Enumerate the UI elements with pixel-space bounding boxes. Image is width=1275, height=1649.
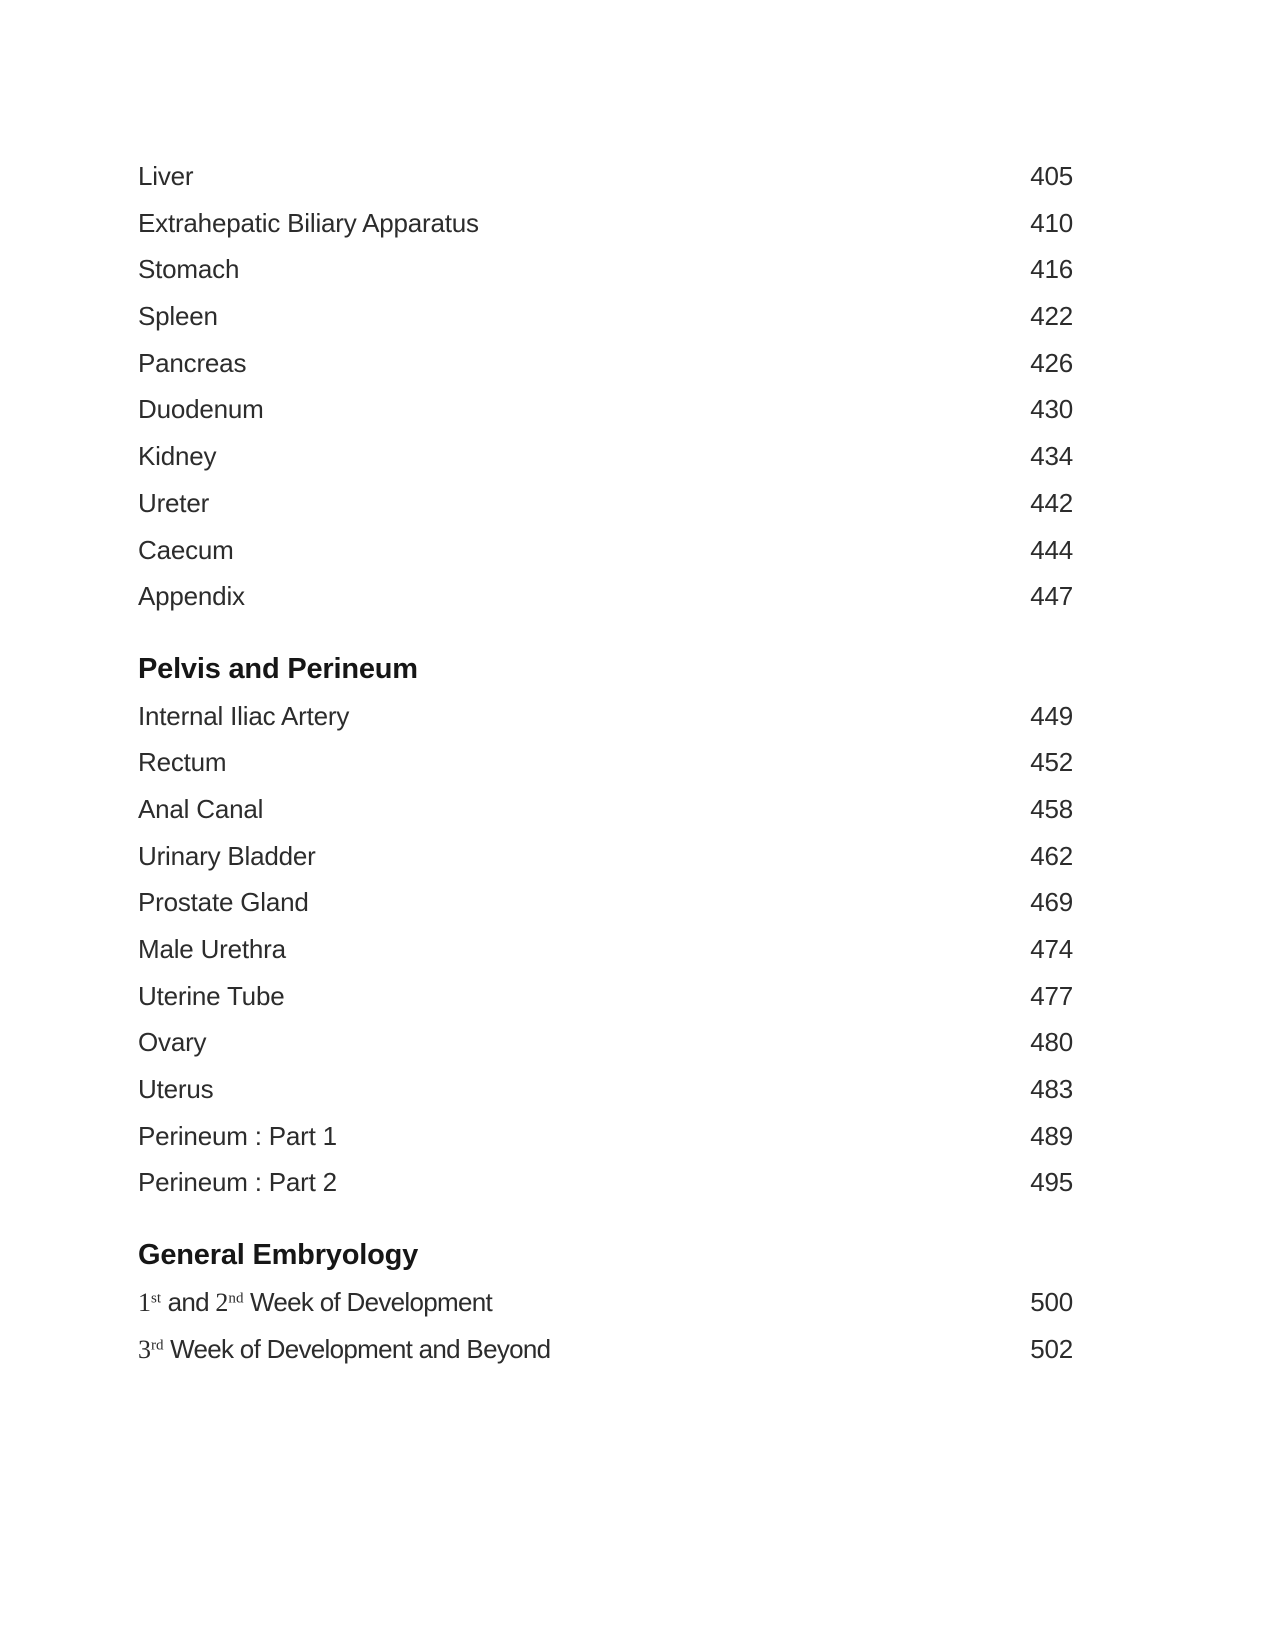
toc-entry <box>138 386 1073 433</box>
toc-entry-page-number: 500 <box>1030 1286 1073 1317</box>
toc-entry <box>138 1066 1073 1113</box>
toc-entry <box>138 340 1073 387</box>
toc-entry-page-number: 426 <box>1030 347 1073 378</box>
toc-entry <box>138 200 1073 247</box>
toc-entry-page-number: 449 <box>1030 700 1073 731</box>
toc-entry-page-number: 430 <box>1030 394 1073 425</box>
toc-entry <box>138 1279 1073 1326</box>
toc-entry-title: Rectum <box>138 747 227 778</box>
toc-entry-title: Spleen <box>138 301 218 332</box>
toc-entry-page-number: 458 <box>1030 793 1073 824</box>
toc-entry-page-number: 422 <box>1030 301 1073 332</box>
toc-entry-title: Duodenum <box>138 394 264 425</box>
toc-entry-page-number: 469 <box>1030 887 1073 918</box>
toc-entry-page-number: 442 <box>1030 487 1073 518</box>
toc-entry-title: Pancreas <box>138 347 247 378</box>
section-heading-pelvis-and-perineum: Pelvis and Perineum <box>138 652 418 685</box>
toc-entry-title: Anal Canal <box>138 793 264 824</box>
toc-entry-title: Male Urethra <box>138 934 286 964</box>
toc-entry <box>138 433 1073 480</box>
toc-entry-title: Perineum : Part 1 <box>138 1120 337 1151</box>
toc-entry-title: Uterine Tube <box>138 980 285 1011</box>
toc-entry <box>138 153 1073 200</box>
toc-entry <box>138 926 1073 973</box>
toc-entry-title-rest: Week of Development and Beyond <box>170 1333 551 1364</box>
ordinal-number: 3 <box>138 1334 151 1364</box>
toc-entry-page-number: 434 <box>1030 441 1073 472</box>
toc-entry-page-number: 444 <box>1030 534 1073 565</box>
ordinal-suffix: st <box>151 1290 162 1307</box>
toc-entry-title: Stomach <box>138 254 240 285</box>
toc-entry-title: Urinary Bladder <box>138 840 316 871</box>
toc-entry-page-number: 474 <box>1030 934 1073 964</box>
toc-entry-title: Liver <box>138 161 194 191</box>
toc-entry <box>138 480 1073 527</box>
toc-entry-page-number: 416 <box>1030 254 1073 285</box>
toc-entry-title: Ovary <box>138 1027 207 1058</box>
toc-entry <box>138 693 1073 740</box>
toc-entry <box>138 739 1073 786</box>
toc-entry-title: Uterus <box>138 1074 214 1105</box>
toc-entry-title: Prostate Gland <box>138 887 309 918</box>
toc-entry-page-number: 502 <box>1030 1333 1073 1364</box>
ordinal-number: 1 <box>138 1287 151 1317</box>
toc-entry <box>138 573 1073 620</box>
toc-entry-title: Caecum <box>138 534 234 565</box>
toc-entry-title: Kidney <box>138 441 217 472</box>
ordinal-suffix: nd <box>228 1290 244 1307</box>
toc-entry-page-number: 483 <box>1030 1074 1073 1105</box>
toc-entry <box>138 1159 1073 1206</box>
toc-entry-page-number: 480 <box>1030 1027 1073 1058</box>
toc-entry-title: Perineum : Part 2 <box>138 1167 337 1198</box>
toc-entry <box>138 879 1073 926</box>
toc-entry <box>138 1326 1073 1373</box>
toc-entry-title <box>138 1326 550 1374</box>
toc-entry <box>138 786 1073 833</box>
toc-entry <box>138 527 1073 574</box>
toc-entry-title: Extrahepatic Biliary Apparatus <box>138 207 479 238</box>
ordinal-suffix: rd <box>151 1337 164 1354</box>
toc-entry-title: Ureter <box>138 487 210 518</box>
toc-entry <box>138 1019 1073 1066</box>
toc-entry-page-number: 405 <box>1030 161 1073 191</box>
toc-entry <box>138 1113 1073 1160</box>
toc-entry <box>138 833 1073 880</box>
toc-entry-title: Internal Iliac Artery <box>138 700 350 731</box>
section-heading-general-embryology: General Embryology <box>138 1239 419 1272</box>
toc-entry-page-number: 447 <box>1030 581 1073 612</box>
toc-entry-title-rest: Week of Development <box>250 1286 493 1317</box>
toc-entry-page-number: 410 <box>1030 207 1073 238</box>
toc-entry-page-number: 489 <box>1030 1120 1073 1151</box>
toc-entry <box>138 293 1073 340</box>
toc-entry-title: Appendix <box>138 581 245 612</box>
toc-entry <box>138 246 1073 293</box>
ordinal-number: 2 <box>215 1287 229 1317</box>
toc-entry-title-word: and <box>167 1286 209 1317</box>
toc-entry <box>138 973 1073 1020</box>
toc-entry-page-number: 452 <box>1030 747 1073 778</box>
toc-entry-page-number: 495 <box>1030 1167 1073 1198</box>
toc-entry-page-number: 477 <box>1030 980 1073 1011</box>
toc-entry-title <box>138 1279 492 1327</box>
toc-entry-page-number: 462 <box>1030 840 1073 871</box>
